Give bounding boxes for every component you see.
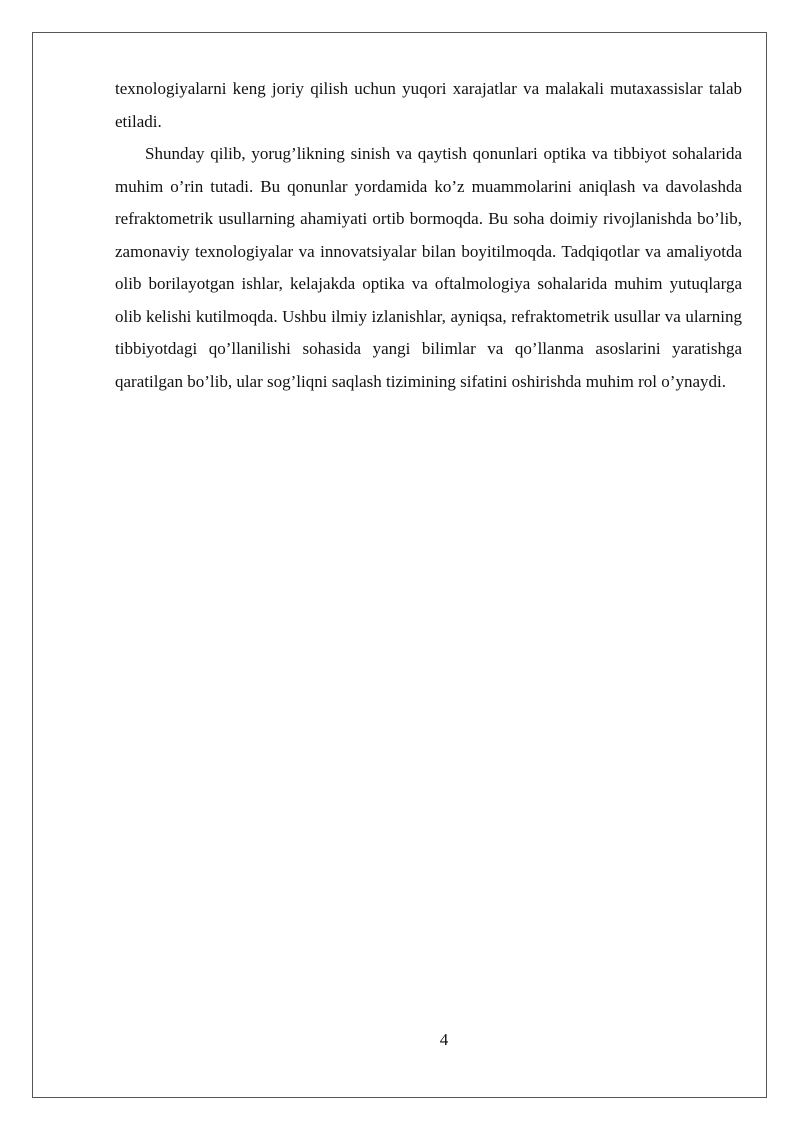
- paragraph-conclusion: Shunday qilib, yorug’likning sinish va qaytish qonunlari optika va tibbiyot sohalarida muhim o’rin tutadi. Bu qonunlar yordamida ko’z muammolarini aniqlash va davolashda refraktometrik usullarning ahamiyati ortib bormoqda. Bu soha doimiy rivojlanishda bo’lib, zamonaviy texnologiyalar va innovatsiyalar bilan boyitilmoqda. Tadqiqotlar va amaliyotda olib borilayotgan ishlar, kelajakda optika va oftalmologiya sohalarida muhim yutuqlarga olib kelishi kutilmoqda. Ushbu ilmiy izlanishlar, ayniqsa, refraktometrik usullar va ularning tibbiyotdagi qo’llanilishi sohasida yangi bilimlar va qo’llanma asoslarini yaratishga qaratilgan bo’lib, ular sog’liqni saqlash tizimining sifatini oshirishda muhim rol o’ynaydi.: [115, 144, 742, 391]
- page-number: 4: [439, 1030, 449, 1049]
- paragraph-continuation: texnologiyalarni keng joriy qilish uchun yuqori xarajatlar va malakali mutaxassislar talab etiladi.: [115, 79, 742, 131]
- document-body: [115, 73, 742, 398]
